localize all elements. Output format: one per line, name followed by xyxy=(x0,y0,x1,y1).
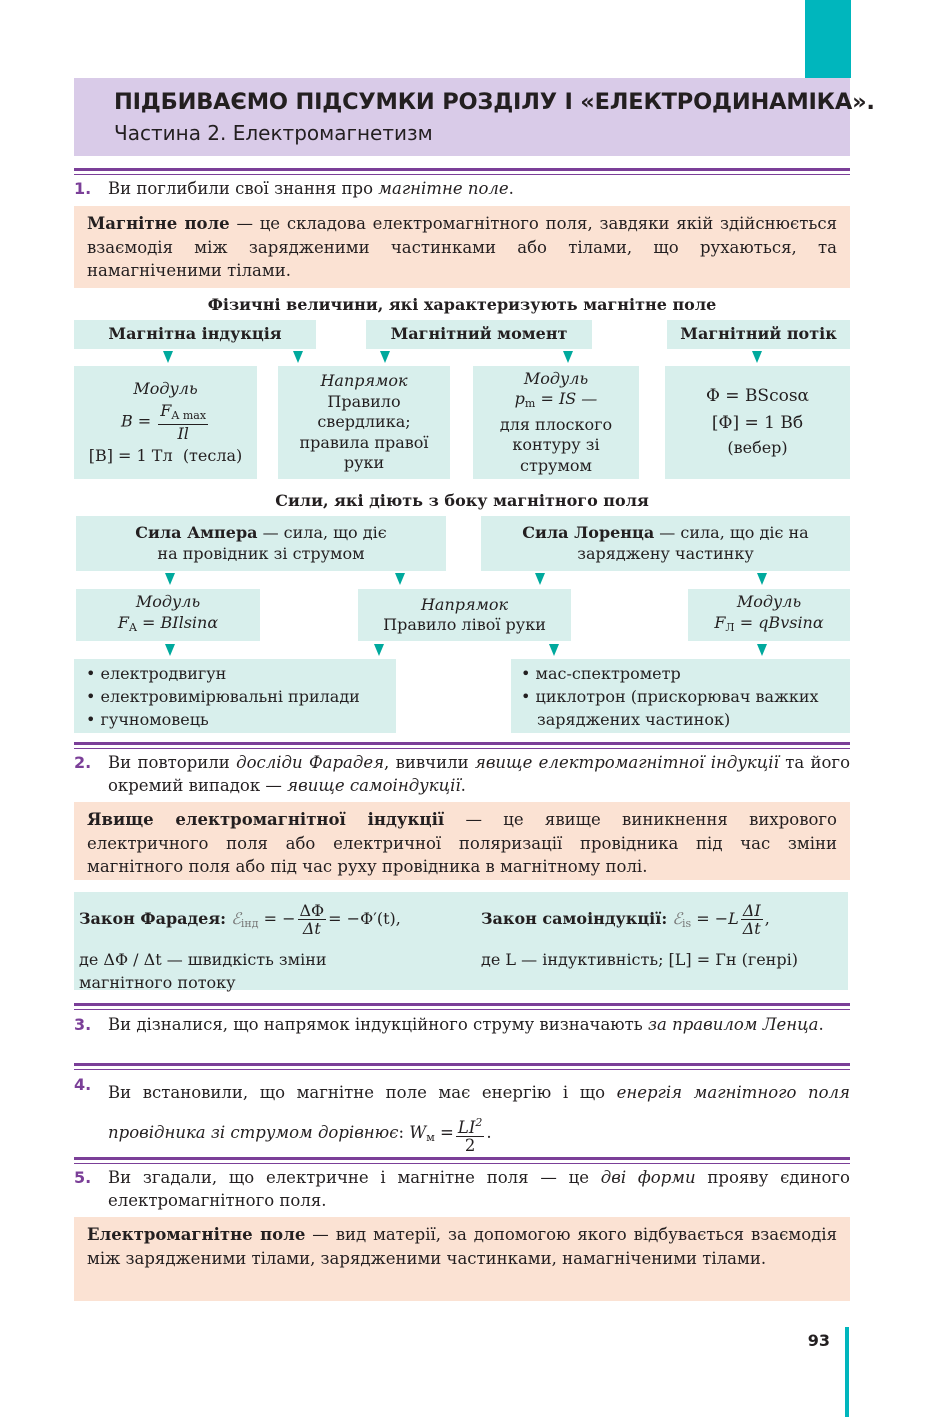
page-number: 93 xyxy=(807,1331,830,1350)
arrow-icon xyxy=(535,573,545,585)
section-number: 4. xyxy=(74,1075,92,1094)
lorentz-formula: $F_Л = qBvsin\alpha$ xyxy=(714,612,824,634)
flux-box: Φ = BScosα [Φ] = 1 Вб (вебер) xyxy=(665,366,850,479)
flux-label: Магнітний потік xyxy=(667,320,850,349)
self-induction-law: Закон самоіндукції: ℰ$_{is}$ = −L $\frac{\Delta I}{\Delta t}$ , xyxy=(481,901,770,938)
ampere-applications xyxy=(74,659,396,733)
section-divider xyxy=(74,1003,850,1010)
arrow-icon xyxy=(163,351,173,363)
lorentz-applications xyxy=(511,659,850,733)
section-number: 3. xyxy=(74,1015,92,1034)
arrow-icon xyxy=(165,573,175,585)
list-item: • мас-спектрометр xyxy=(521,662,846,685)
arrow-icon xyxy=(165,644,175,656)
flux-formula: Φ = BScosα xyxy=(705,386,810,407)
definition-box xyxy=(74,1217,850,1301)
lorentz-force-box: Сила Лоренца — сила, що діє на заряджену частинку xyxy=(481,516,850,571)
induction-formula: B = $\frac{F_{A max}}{Il}$ xyxy=(120,400,207,443)
definition-term: Явище електромагнітної індукції xyxy=(87,810,445,829)
arrow-icon xyxy=(293,351,303,363)
list-item: • електровимірювальні прилади xyxy=(86,685,384,708)
arrow-icon xyxy=(380,351,390,363)
section-number: 5. xyxy=(74,1168,92,1187)
definition-text: — вид матерії, за допомогою якого відбувається взаємодія між зарядженими тілами, зарядженими частинками, намагніченими тілами. xyxy=(87,1225,837,1268)
induction-direction-box: Напрямок Правило свердлика; правила правої руки xyxy=(278,366,450,479)
definition-text: — це складова електромагнітного поля, завдяки якій здійснюється взаємодія між зарядженими частинками або тілами, що рухаються, та намагніченими тілами. xyxy=(87,214,837,280)
list-item: • електродвигун xyxy=(86,662,384,685)
section-text: Ви встановили, що магнітне поле має енергію і що енергія магнітного поля провідника зі струмом дорівнює: $W_м$ = $\frac{LI^2}{2}$ . xyxy=(108,1083,850,1155)
page-subtitle: Частина 2. Електромагнетизм xyxy=(114,121,433,145)
arrow-icon xyxy=(563,351,573,363)
arrow-icon xyxy=(549,644,559,656)
section-divider xyxy=(74,1157,850,1164)
page-title: ПІДБИВАЄМО ПІДСУМКИ РОЗДІЛУ І «ЕЛЕКТРОДИНАМІКА». xyxy=(114,89,875,115)
moment-formula: $p_m$ = IS — xyxy=(514,389,598,411)
induction-label: Магнітна індукція xyxy=(74,320,316,349)
section-number: 1. xyxy=(74,179,92,198)
ampere-formula: $F_A = BIlsin\alpha$ xyxy=(117,612,219,634)
section-text: Ви дізналися, що напрямок індукційного струму визначають за правилом Ленца. xyxy=(108,1015,824,1034)
faraday-law: Закон Фарадея: ℰ$_{інд}$ = − $\frac{\Delta\Phi}{\Delta t}$ = −Φ′(t), xyxy=(79,901,401,938)
induction-unit: [B] = 1 Тл xyxy=(88,445,173,465)
section-divider xyxy=(74,1063,850,1070)
section-divider xyxy=(74,168,850,175)
section-number: 2. xyxy=(74,753,92,772)
section-divider xyxy=(74,742,850,749)
section-text: Ви повторили досліди Фарадея, вивчили явище електромагнітної індукції та його окремий випадок — явище самоіндукції. xyxy=(108,753,850,795)
arrow-icon xyxy=(757,644,767,656)
list-item: • гучномовець xyxy=(86,708,384,731)
forces-heading: Сили, які діють з боку магнітного поля xyxy=(275,491,649,510)
arrow-icon xyxy=(374,644,384,656)
list-item: • циклотрон (прискорювач важких заряджених частинок) xyxy=(521,685,846,731)
moment-label: Магнітний момент xyxy=(366,320,592,349)
quantities-heading: Фізичні величини, які характеризують магнітне поле xyxy=(207,295,717,314)
arrow-icon xyxy=(757,573,767,585)
flux-unit: [Φ] = 1 Вб xyxy=(711,412,804,433)
definition-box xyxy=(74,206,850,288)
arrow-icon xyxy=(395,573,405,585)
self-induction-note: де L — індуктивність; [L] = Гн (генрі) xyxy=(481,950,798,969)
force-direction-box: Напрямок Правило лівої руки xyxy=(358,589,571,641)
energy-formula: $W_м$ xyxy=(409,1123,435,1144)
ampere-force-box: Сила Ампера — сила, що діє на провідник зі струмом xyxy=(76,516,446,571)
definition-text: — це явище виникнення вихрового електричного поля або електричної поляризації провідника під час зміни магнітного поля або під час руху провідника в магнітному полі. xyxy=(87,810,837,876)
induction-modulus-box: Модуль B = $\frac{F_{A max}}{Il}$ [B] = 1 Тл (тесла) xyxy=(74,366,257,479)
corner-tab xyxy=(805,0,851,78)
section-text: Ви поглибили свої знання про магнітне поле. xyxy=(108,179,514,198)
definition-term: Магнітне поле xyxy=(87,214,230,233)
section-text: Ви згадали, що електричне і магнітне поля — це дві форми прояву єдиного електромагнітного поля. xyxy=(108,1168,850,1210)
moment-modulus-box: Модуль $p_m$ = IS — для плоского контуру зі струмом xyxy=(473,366,639,479)
ampere-modulus-box: Модуль $F_A = BIlsin\alpha$ xyxy=(76,589,260,641)
laws-box xyxy=(74,892,848,990)
definition-term: Електромагнітне поле xyxy=(87,1225,306,1244)
arrow-icon xyxy=(752,351,762,363)
lorentz-modulus-box: Модуль $F_Л = qBvsin\alpha$ xyxy=(688,589,850,641)
faraday-note: де ΔΦ / Δt — швидкість зміни магнітного потоку xyxy=(79,950,327,992)
definition-box xyxy=(74,802,850,880)
page-edge-bar xyxy=(845,1327,849,1417)
title-band xyxy=(74,78,875,156)
